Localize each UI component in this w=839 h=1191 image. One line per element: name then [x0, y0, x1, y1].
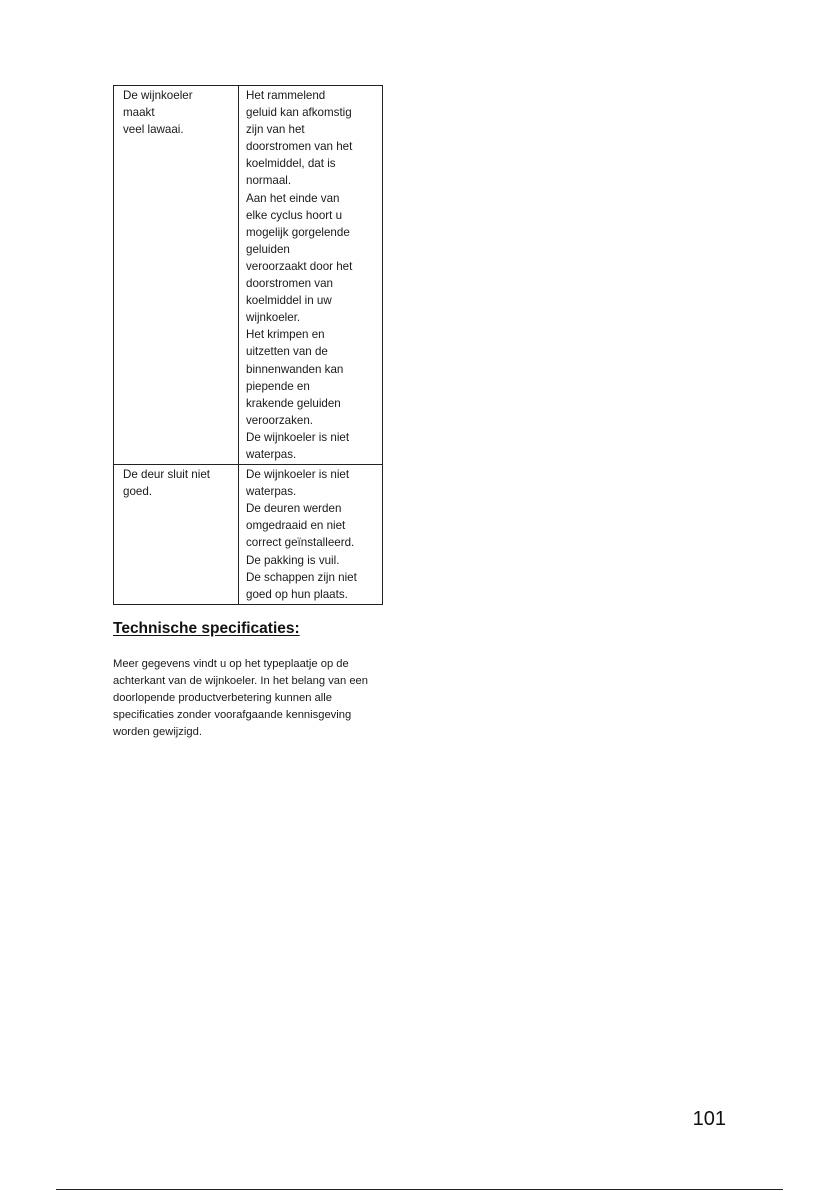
cause-cell: Het rammelend geluid kan afkomstig zijn van het doorstromen van het koelmiddel, dat is normaal. Aan het einde van elke cyclus hoort u mogelijk gorgelende geluiden veroorzaakt door het doorstromen van koelmiddel in uw wijnkoeler. Het krimpen en uitzetten van de binnenwanden kan piepende en krakende geluiden veroorzaken. De wijnkoeler is niet waterpas. — [239, 86, 383, 465]
troubleshooting-table — [113, 85, 383, 605]
footer-divider — [56, 1189, 783, 1190]
table-row — [114, 465, 383, 605]
cause-cell: De wijnkoeler is niet waterpas. De deuren werden omgedraaid en niet correct geïnstalleerd. De pakking is vuil. De schappen zijn niet goed op hun plaats. — [239, 465, 383, 605]
problem-cell: De deur sluit niet goed. — [114, 465, 239, 605]
section-paragraph: Meer gegevens vindt u op het typeplaatje op de achterkant van de wijnkoeler. In het belang van een doorlopende productverbetering kunnen alle specificaties zonder voorafgaande kennisgeving worden gewijzigd. — [113, 658, 369, 739]
table-row — [114, 86, 383, 465]
problem-cell: De wijnkoeler maakt veel lawaai. — [114, 86, 239, 465]
section-heading: Technische specificaties: — [113, 620, 300, 637]
page-number: 101 — [692, 1108, 726, 1130]
